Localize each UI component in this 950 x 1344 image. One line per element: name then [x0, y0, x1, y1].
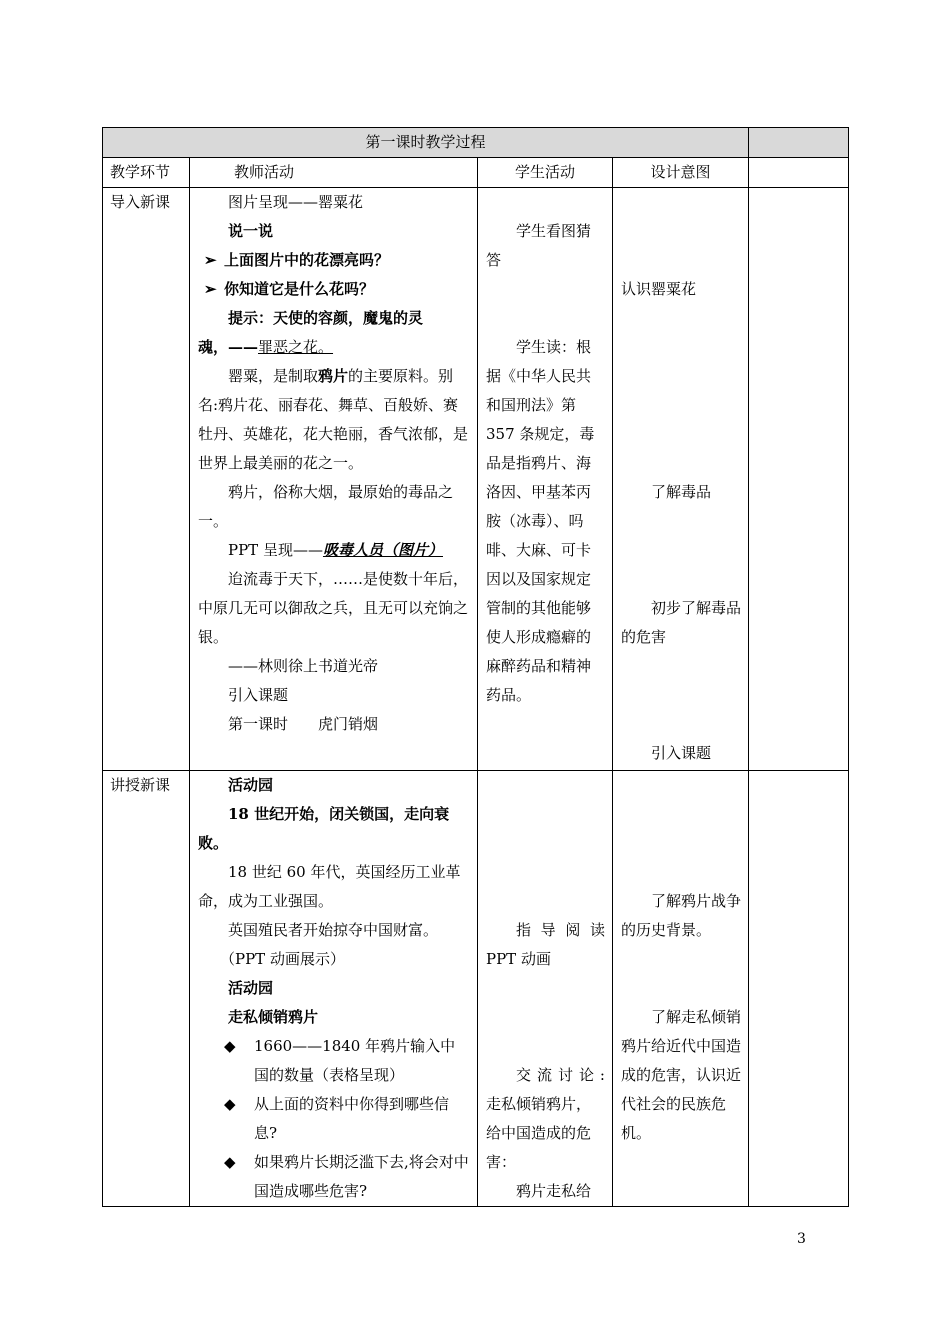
bullet-text: 上面图片中的花漂亮吗？: [224, 251, 390, 269]
student-text: 鸦片走私给: [516, 1182, 592, 1200]
spacer: [486, 275, 605, 304]
intent-text: 了解鸦片战争的历史背景。: [621, 892, 742, 939]
diamond-icon: ◆: [224, 1095, 236, 1113]
teacher-activity-teaching: [190, 771, 478, 1207]
spacer: [486, 304, 605, 333]
stage-teaching: 讲授新课: [103, 771, 190, 1207]
lesson-plan-table: [102, 127, 849, 1207]
bullet-item: [198, 246, 470, 275]
bullet-text: 1660——1840 年鸦片输入中国的数量（表格呈现）: [254, 1037, 456, 1084]
student-activity-teaching: [478, 771, 613, 1207]
teacher-paragraph: 18 世纪 60 年代，英国经历工业革命，成为工业强国。: [198, 863, 461, 910]
design-intent-teaching: [613, 771, 749, 1207]
teacher-line: 第一课时 虎门销烟: [228, 715, 379, 733]
spacer: [621, 304, 741, 333]
bullet-text: 从上面的资料中你得到哪些信息?: [254, 1095, 450, 1142]
spacer: [621, 362, 741, 391]
teacher-line: 引入课题: [228, 686, 289, 704]
diamond-icon: ◆: [224, 1037, 236, 1055]
spacer: [621, 858, 741, 887]
table-row-teaching: [103, 771, 849, 1207]
design-intent-intro: [613, 188, 749, 771]
page-number: 3: [797, 1231, 806, 1247]
spacer: [621, 507, 741, 536]
spacer: [486, 188, 605, 217]
intent-text: 初步了解毒品的危害: [621, 599, 742, 646]
spacer: [486, 771, 605, 800]
spacer: [621, 217, 741, 246]
table-header-row: [103, 158, 849, 188]
spacer: [621, 246, 741, 275]
bullet-text: 如果鸦片长期泛滥下去,将会对中国造成哪些危害?: [254, 1153, 469, 1200]
bold-span: 鸦片: [318, 367, 349, 385]
text-span: PPT 呈现——: [228, 541, 323, 559]
spacer: [621, 536, 741, 565]
teacher-activity-intro: [190, 188, 478, 771]
spacer: [486, 974, 605, 1003]
text-span: 的主要原料。别名:鸦片花、丽春花、舞草、百般娇、赛牡丹、英雄花，花大艳丽，香气浓郁，是世界上最美丽的花之一。: [198, 367, 469, 472]
student-activity-intro: [478, 188, 613, 771]
empty-cell: [749, 188, 849, 771]
student-text: 交 流 讨 论 :: [516, 1066, 605, 1084]
teacher-line: 图片呈现——罂粟花: [228, 193, 364, 211]
spacer: [621, 710, 741, 739]
teacher-paragraph: 英国殖民者开始掠夺中国财富。: [228, 921, 439, 939]
spacer: [486, 800, 605, 829]
spacer: [621, 829, 741, 858]
underlined-italic-span: 吸毒人员（图片）: [322, 541, 443, 559]
header-intent: 设计意图: [613, 158, 749, 188]
spacer: [621, 974, 741, 1003]
hint-line-2: [198, 333, 470, 362]
header-teacher: 教师活动: [190, 158, 478, 188]
teacher-line: （PPT 动画展示）: [220, 950, 345, 968]
teacher-paragraph: 鸦片，俗称大烟，最原始的毒品之一。: [198, 483, 454, 530]
arrow-icon: ➢: [204, 251, 217, 269]
intent-text: 引入课题: [651, 744, 712, 762]
bullet-item: [198, 1032, 470, 1090]
intent-text: 了解毒品: [651, 483, 712, 501]
spacer: [621, 391, 741, 420]
spacer: [486, 1032, 605, 1061]
student-text: 学生读：根据《中华人民共和国刑法》第 357 条规定，毒品是指鸦片、海洛因、甲基苯丙胺（冰毒）、吗啡、大麻、可卡因以及国家规定管制的其他能够使人形成瘾癖的麻醉药品和精神药品。: [486, 338, 595, 704]
spacer: [486, 887, 605, 916]
table-title-row: [103, 128, 849, 158]
title-empty-cell: [749, 128, 849, 158]
student-text: 指 导 阅 读: [516, 921, 605, 939]
spacer: [621, 771, 741, 800]
spacer: [486, 1003, 605, 1032]
teacher-heading: 走私倾销鸦片: [228, 1008, 319, 1026]
teacher-paragraph: [198, 362, 470, 478]
spacer: [621, 420, 741, 449]
table-title: 第一课时教学过程: [103, 128, 749, 158]
spacer: [621, 449, 741, 478]
intent-text: 认识罂粟花: [621, 280, 697, 298]
hint-text: 魂，——: [198, 338, 259, 356]
empty-cell: [749, 771, 849, 1207]
header-empty-cell: [749, 158, 849, 188]
spacer: [621, 188, 741, 217]
hint-line: 提示：天使的容颜，魔鬼的灵: [228, 309, 424, 327]
spacer: [621, 945, 741, 974]
teacher-paragraph: [198, 536, 470, 565]
spacer: [621, 333, 741, 362]
spacer: [621, 800, 741, 829]
bullet-item: [198, 275, 470, 304]
student-text: PPT 动画: [486, 950, 551, 968]
student-text: 走私倾销鸦片，给中国造成的危害：: [486, 1095, 592, 1171]
arrow-icon: ➢: [204, 280, 217, 298]
bullet-text: 你知道它是什么花吗？: [224, 280, 375, 298]
teacher-quote-source: ——林则徐上书道光帝: [228, 657, 379, 675]
teacher-heading: 说一说: [228, 222, 274, 240]
teacher-heading: 活动园: [228, 776, 274, 794]
teacher-heading: 18 世纪开始，闭关锁国，走向衰败。: [198, 805, 450, 852]
diamond-icon: ◆: [224, 1153, 236, 1171]
header-student: 学生活动: [478, 158, 613, 188]
spacer: [621, 565, 741, 594]
stage-intro: 导入新课: [103, 188, 190, 771]
teacher-paragraph: 迨流毒于天下，……是使数十年后，中原几无可以御敌之兵，且无可以充饷之银。: [198, 570, 469, 646]
bullet-item: [198, 1090, 470, 1148]
spacer: [486, 858, 605, 887]
spacer: [621, 652, 741, 681]
header-stage: 教学环节: [103, 158, 190, 188]
teacher-heading: 活动园: [228, 979, 274, 997]
student-text: 学生看图猜答: [486, 222, 592, 269]
hint-underline: 罪恶之花。: [258, 338, 334, 356]
text-span: 罂粟，是制取: [228, 367, 319, 385]
bullet-item: [198, 1148, 470, 1206]
spacer: [486, 829, 605, 858]
table-row-intro: [103, 188, 849, 771]
intent-text: 了解走私倾销鸦片给近代中国造成的危害，认识近代社会的民族危机。: [621, 1008, 742, 1142]
spacer: [621, 681, 741, 710]
